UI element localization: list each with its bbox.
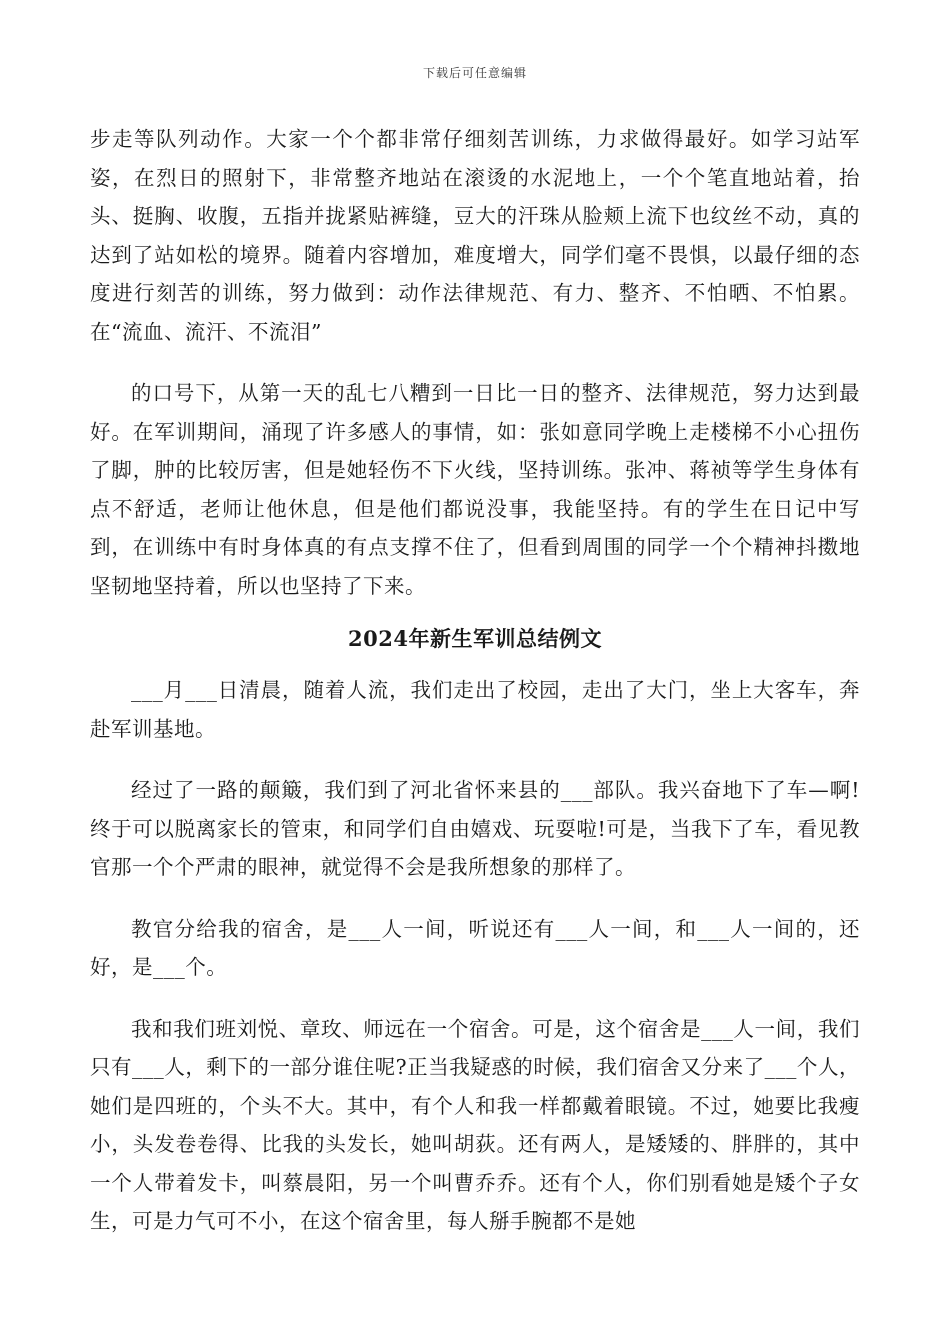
paragraph-gap bbox=[90, 887, 860, 910]
paragraph-6: 我和我们班刘悦、章玫、师远在一个宿舍。可是，这个宿舍是___人一间，我们只有___人，剩下的一部分谁住呢?正当我疑惑的时候，我们宿舍又分来了___个人，她们是四班的，个头不大。其中，有个人和我一样都戴着眼镜。不过，她要比我瘦小，头发卷卷得、比我的头发长，她叫胡荻。还有两人，是矮矮的、胖胖的，其中一个人带着发卡，叫蔡晨阳，另一个叫曹乔乔。还有个人，你们别看她是矮个子女生，可是力气可不小，在这个宿舍里，每人掰手腕都不是她 bbox=[90, 1016, 860, 1233]
page-header: 下载后可任意编辑 bbox=[422, 66, 527, 80]
document-body bbox=[90, 120, 860, 1241]
paragraph-gap bbox=[90, 987, 860, 1010]
paragraph-5: 教官分给我的宿舍，是___人一间，听说还有___人一间，和___人一间的，还好，是___个。 bbox=[90, 916, 860, 979]
paragraph-4: 经过了一路的颠簸，我们到了河北省怀来县的___部队。我兴奋地下了车—啊!终于可以脱离家长的管束，和同学们自由嬉戏、玩耍啦!可是，当我下了车，看见教官那一个个严肃的眼神，就觉得不会是我所想象的那样了。 bbox=[90, 778, 860, 879]
paragraph-gap bbox=[90, 748, 860, 771]
paragraph-gap bbox=[90, 351, 860, 374]
paragraph-2: 的口号下，从第一天的乱七八糟到一日比一日的整齐、法律规范，努力达到最好。在军训期间，涌现了许多感人的事情，如：张如意同学晚上走楼梯不小心扭伤了脚，肿的比较厉害，但是她轻伤不下火线，坚持训练。张冲、蒋祯等学生身体有点不舒适，老师让他休息，但是他们都说没事，我能坚持。有的学生在日记中写到，在训练中有时身体真的有点支撑不住了，但看到周围的同学一个个精神抖擞地坚韧地坚持着，所以也坚持了下来。 bbox=[90, 381, 860, 598]
paragraph-1: 步走等队列动作。大家一个个都非常仔细刻苦训练，力求做得最好。如学习站军姿，在烈日的照射下，非常整齐地站在滚烫的水泥地上，一个个笔直地站着，抬头、挺胸、收腹，五指并拢紧贴裤缝，豆大的汗珠从脸颊上流下也纹丝不动，真的达到了站如松的境界。随着内容增加，难度增大，同学们毫不畏惧，以最仔细的态度进行刻苦的训练，努力做到：动作法律规范、有力、整齐、不怕晒、不怕累。在“流血、流汗、不流泪” bbox=[90, 127, 860, 344]
section-title: 2024年新生军训总结例文 bbox=[348, 626, 602, 651]
paragraph-3: ___月___日清晨，随着人流，我们走出了校园，走出了大门，坐上大客车，奔赴军训基地。 bbox=[90, 678, 860, 741]
